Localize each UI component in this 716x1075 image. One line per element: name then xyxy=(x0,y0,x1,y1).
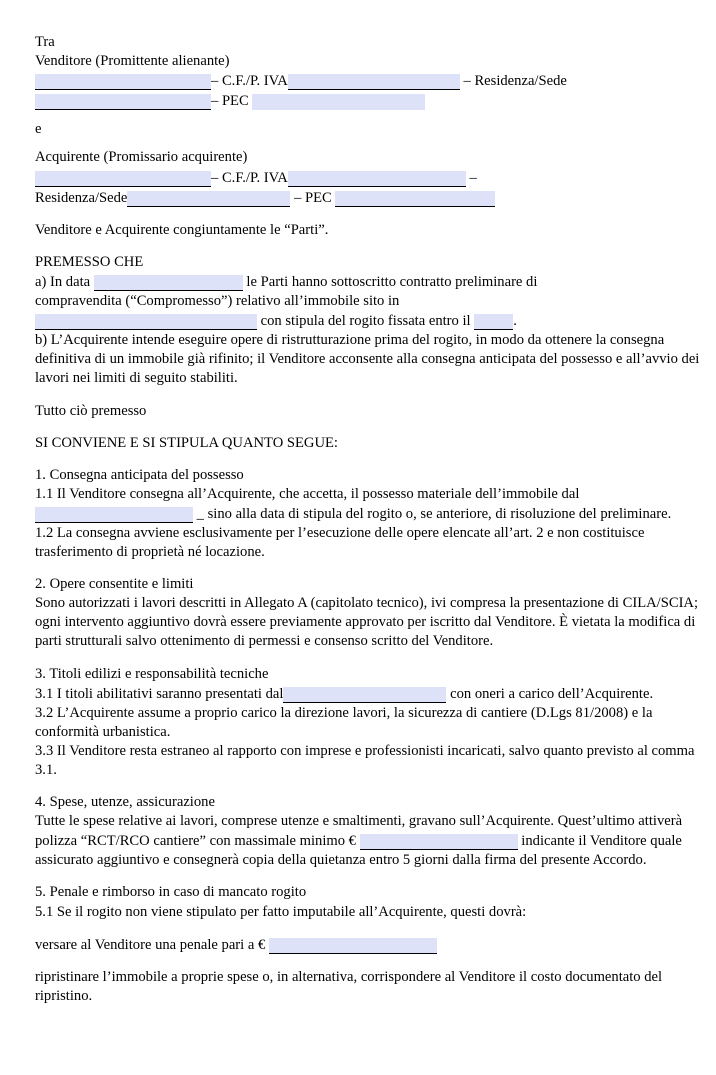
seller-pec-field[interactable] xyxy=(252,94,425,110)
clause-3-1-suffix: con oneri a carico dell’Acquirente. xyxy=(450,685,654,702)
property-address-field[interactable] xyxy=(35,314,257,330)
section-3-title: 3. Titoli edilizi e responsabilità tecniche xyxy=(35,665,269,682)
seller-pec-label: – PEC xyxy=(211,93,249,110)
premise-a-line3-mid: con stipula del rogito fissata entro il xyxy=(260,313,471,330)
clause-3-1-prefix: 3.1 I titoli abilitativi saranno presentati dal xyxy=(35,685,284,702)
parties-conjunction: e xyxy=(35,121,42,138)
clause-1-1-prefix: 1.1 Il Venditore consegna all’Acquirente, che accetta, il possesso materiale dell’immobile dal xyxy=(35,485,580,502)
clause-5-1-b: ripristinare l’immobile a proprie spese o, in alternativa, corrispondere al Venditore il costo documentato del ripristino. xyxy=(35,968,663,1004)
joint-parties-definition: Venditore e Acquirente congiuntamente le “Parti”. xyxy=(35,221,329,238)
clause-1-1-suffix: _ sino alla data di stipula del rogito o, se anteriore, di risoluzione del preliminare. xyxy=(196,505,672,522)
seller-cf-field[interactable] xyxy=(288,74,460,90)
seller-identity-line xyxy=(35,71,715,91)
stipulation-heading: SI CONVIENE E SI STIPULA QUANTO SEGUE: xyxy=(35,434,338,451)
buyer-residence-field[interactable] xyxy=(127,191,290,207)
clause-2-body: Sono autorizzati i lavori descritti in Allegato A (capitolato tecnico), ivi compresa la presentazione di CILA/SCIA; ogni intervento aggiuntivo dovrà essere previamente approvato per iscritto dal Venditore. È vietata la modifica di parti strutturali salvo ottenimento di permessi e consenso scritto del Venditore. xyxy=(35,595,699,650)
buyer-pec-label: – PEC xyxy=(294,189,332,206)
buyer-cf-field[interactable] xyxy=(288,171,466,187)
seller-name-field[interactable] xyxy=(35,74,211,90)
section-4-title: 4. Spese, utenze, assicurazione xyxy=(35,794,215,811)
buyer-contact-line xyxy=(35,188,715,208)
rogito-deadline-field[interactable] xyxy=(474,314,513,330)
insurance-amount-field[interactable] xyxy=(360,834,518,850)
premises-closing: Tutto ciò premesso xyxy=(35,402,147,419)
clause-3-2: 3.2 L’Acquirente assume a proprio carico la direzione lavori, la sicurezza di cantiere (D.Lgs 81/2008) e la conformità urbanistica. xyxy=(35,704,653,740)
premises-heading: PREMESSO CHE xyxy=(35,253,144,270)
seller-residence-label: – Residenza/Sede xyxy=(463,73,567,90)
penalty-amount-field[interactable] xyxy=(269,938,437,954)
clause-5-1-a-prefix: versare al Venditore una penale pari a € xyxy=(35,936,266,953)
clause-3-3: 3.3 Il Venditore resta estraneo al rapporto con imprese e professionisti incaricati, salvo quanto previsto al comma 3.1. xyxy=(35,742,695,778)
document-body xyxy=(35,33,715,1006)
parties-intro-label: Tra xyxy=(35,34,55,50)
clause-4-prefix: Tutte le spese relative ai lavori, comprese utenze e smaltimenti, gravano sull’Acquirente. Quest’ultimo attiverà polizza “RCT/RCO cantiere” con massimale minimo € xyxy=(35,813,683,850)
premise-a-line1 xyxy=(35,272,715,292)
clause-3-1 xyxy=(35,684,715,704)
buyer-pec-field[interactable] xyxy=(335,191,495,207)
section-5-title: 5. Penale e rimborso in caso di mancato rogito xyxy=(35,884,307,901)
premise-date-field[interactable] xyxy=(94,275,243,291)
premise-a-prefix: a) In data xyxy=(35,273,91,290)
clause-5-1-a xyxy=(35,935,715,955)
clause-1-1 xyxy=(35,485,715,524)
premise-a-period: . xyxy=(513,313,517,330)
seller-residence-field[interactable] xyxy=(35,94,211,110)
premise-b: b) L’Acquirente intende eseguire opere di ristrutturazione prima del rogito, in modo da ottenere la consegna definitiva di un immobile già rifinito; il Venditore acconsente alla consegna anticipata del possesso e all’avvio dei lavori nei limiti di seguito stabiliti. xyxy=(35,332,700,387)
possession-date-field[interactable] xyxy=(35,507,193,523)
section-1-title: 1. Consegna anticipata del possesso xyxy=(35,466,244,483)
buyer-heading: Acquirente (Promissario acquirente) xyxy=(35,149,248,166)
section-2-title: 2. Opere consentite e limiti xyxy=(35,576,194,593)
seller-contact-line xyxy=(35,91,715,111)
seller-heading: Venditore (Promittente alienante) xyxy=(35,53,230,70)
seller-cf-label: – C.F./P. IVA xyxy=(211,73,288,90)
buyer-trailing-dash: – xyxy=(469,169,477,186)
premise-a-mid: le Parti hanno sottoscritto contratto preliminare di xyxy=(246,273,538,290)
buyer-identity-line xyxy=(35,168,715,188)
buyer-cf-label: – C.F./P. IVA xyxy=(211,169,288,186)
titles-filer-field[interactable] xyxy=(283,687,446,703)
premise-a-line2: compravendita (“Compromesso”) relativo all’immobile sito in xyxy=(35,293,400,310)
premise-a-line3 xyxy=(35,311,715,331)
clause-5-1: 5.1 Se il rogito non viene stipulato per fatto imputabile all’Acquirente, questi dovrà: xyxy=(35,903,527,920)
clause-1-2: 1.2 La consegna avviene esclusivamente per l’esecuzione delle opere elencate all’art. 2 e non costituisce trasferimento di proprietà né locazione. xyxy=(35,524,645,561)
buyer-residence-label: Residenza/Sede xyxy=(35,189,128,206)
clause-4-body xyxy=(35,812,715,870)
buyer-name-field[interactable] xyxy=(35,171,211,187)
clause-4-suffix: indicante il Venditore quale assicurato aggiuntivo e consegnerà copia della quietanza entro 5 giorni dalla firma del presente Accordo. xyxy=(35,833,682,869)
